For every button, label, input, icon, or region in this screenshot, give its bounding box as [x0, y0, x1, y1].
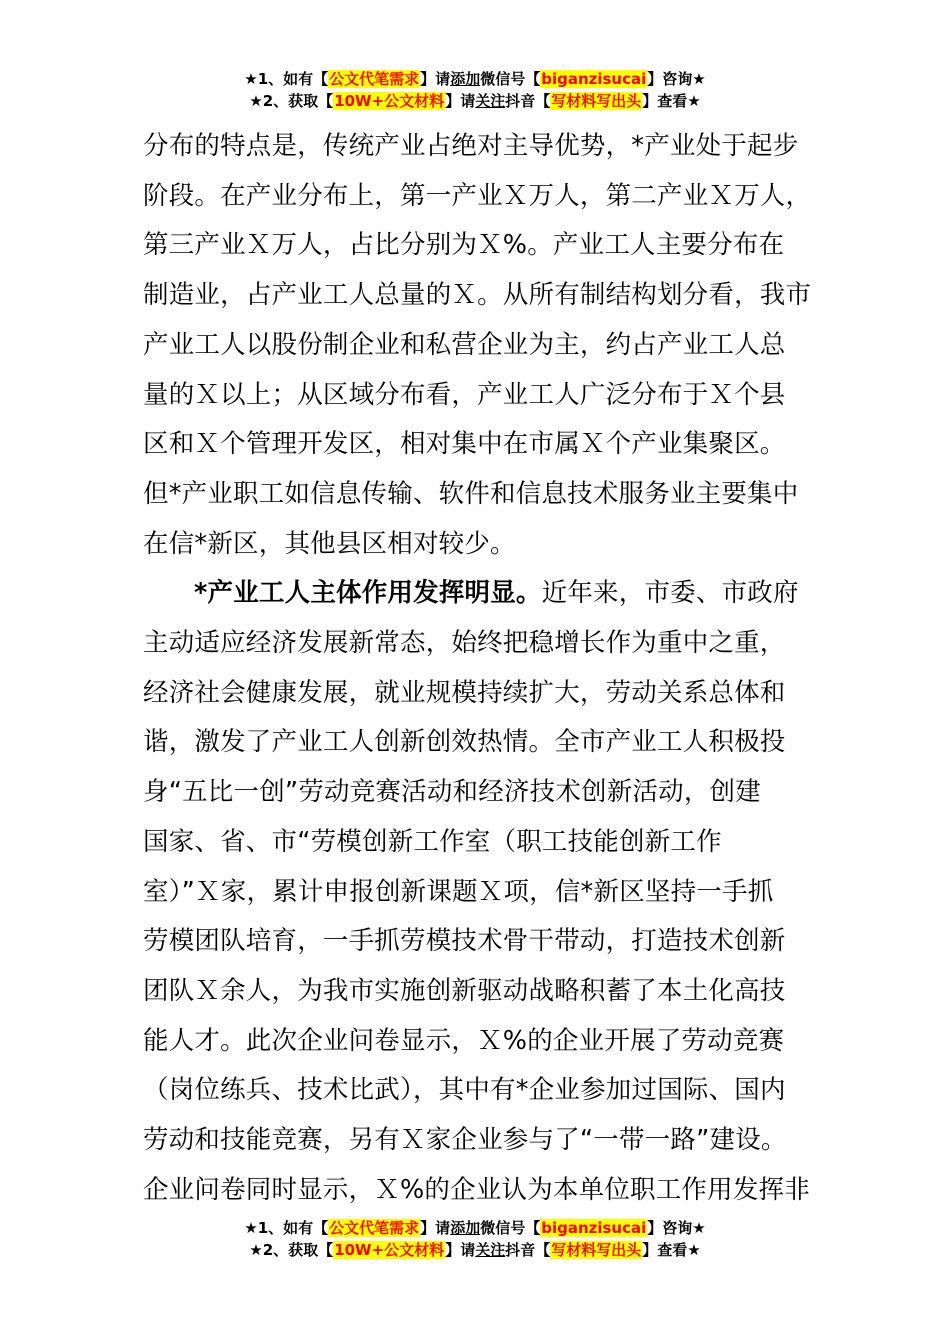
banner-highlight: 10W+公文材料	[334, 92, 445, 110]
text-line: 但*产业职工如信息传输、软件和信息技术服务业主要集中	[143, 478, 799, 509]
banner-highlight: 10W+公文材料	[334, 1241, 445, 1259]
paragraph-1	[143, 122, 812, 569]
banner-text: 】咨询★	[647, 1219, 706, 1237]
text-line: 室）”Ｘ家，累计申报创新课题Ｘ项，信*新区坚持一手抓	[143, 876, 774, 907]
banner-text: 微信号【	[480, 1219, 541, 1237]
banner-line-2	[0, 1239, 950, 1261]
text-line: 量的Ｘ以上；从区域分布看，产业工人广泛分布于Ｘ个县	[143, 379, 786, 410]
banner-wechat-id: biganzisucai	[541, 1219, 647, 1237]
banner-text: ★1、如有【	[244, 1219, 329, 1237]
header-banner	[0, 68, 950, 112]
text-line: 产业工人以股份制企业和私营企业为主，约占产业工人总	[143, 329, 786, 360]
text-line: 区和Ｘ个管理开发区，相对集中在市属Ｘ个产业集聚区。	[143, 429, 786, 460]
text-line: 企业问卷同时显示，Ｘ%的企业认为本单位职工作用发挥非	[143, 1174, 810, 1205]
banner-text: 】请	[445, 1241, 476, 1259]
banner-text: 】请	[445, 92, 476, 110]
banner-text: 】请	[420, 1219, 451, 1237]
banner-douyin-id: 写材料写出头	[551, 1241, 642, 1259]
text-line: 劳模团队培育，一手抓劳模技术骨干带动，打造技术创新	[143, 926, 786, 957]
banner-underlined: 关注	[475, 1241, 506, 1259]
banner-underlined: 关注	[475, 92, 506, 110]
text-line: 劳动和技能竞赛，另有Ｘ家企业参与了“一带一路”建设。	[143, 1125, 787, 1156]
text-line: 阶段。在产业分布上，第一产业Ｘ万人，第二产业Ｘ万人，	[143, 180, 812, 211]
text-line: 经济社会健康发展，就业规模持续扩大，劳动关系总体和	[143, 677, 786, 708]
banner-text: 微信号【	[480, 70, 541, 88]
text-line: 团队Ｘ余人，为我市实施创新驱动战略积蓄了本土化高技	[143, 975, 786, 1006]
banner-wechat-id: biganzisucai	[541, 70, 647, 88]
text-line: 国家、省、市“劳模创新工作室（职工技能创新工作	[143, 826, 722, 857]
paragraph-text: 近年来，市委、市政府	[541, 578, 799, 609]
text-line: 谐，激发了产业工人创新创效热情。全市产业工人积极投	[143, 727, 786, 758]
text-line: 能人才。此次企业问卷显示，Ｘ%的企业开展了劳动竞赛	[143, 1025, 785, 1056]
text-line: 主动适应经济发展新常态，始终把稳增长作为重中之重，	[143, 628, 786, 659]
banner-text: 】查看★	[642, 1241, 701, 1259]
banner-underlined: 添加	[450, 70, 481, 88]
banner-line-1	[0, 1217, 950, 1239]
banner-underlined: 添加	[450, 1219, 481, 1237]
text-line: 在信*新区，其他县区相对较少。	[143, 528, 516, 559]
banner-text: 抖音【	[505, 92, 551, 110]
text-line: 制造业，占产业工人总量的Ｘ。从所有制结构划分看，我市	[143, 280, 812, 311]
text-line: 分布的特点是，传统产业占绝对主导优势，*产业处于起步	[143, 131, 799, 161]
banner-text: 】咨询★	[647, 70, 706, 88]
banner-line-2	[0, 90, 950, 112]
paragraph-2	[143, 569, 810, 1215]
banner-text: 抖音【	[505, 1241, 551, 1259]
text-line	[143, 569, 807, 619]
document-body	[143, 122, 812, 1215]
paragraph-heading: *产业工人主体作用发挥明显。	[194, 578, 542, 609]
text-line: 第三产业Ｘ万人，占比分别为Ｘ%。产业工人主要分布在	[143, 230, 785, 261]
banner-douyin-id: 写材料写出头	[551, 92, 642, 110]
footer-banner	[0, 1217, 950, 1261]
banner-text: ★2、获取【	[249, 1241, 334, 1259]
banner-highlight: 公文代笔需求	[329, 1219, 420, 1237]
text-line: （岗位练兵、技术比武），其中有*企业参加过国际、国内	[143, 1075, 786, 1106]
banner-text: ★2、获取【	[249, 92, 334, 110]
text-line: 身“五比一创”劳动竞赛活动和经济技术创新活动，创建	[143, 777, 761, 808]
banner-line-1	[0, 68, 950, 90]
banner-text: ★1、如有【	[244, 70, 329, 88]
banner-text: 】查看★	[642, 92, 701, 110]
banner-highlight: 公文代笔需求	[329, 70, 420, 88]
banner-text: 】请	[420, 70, 451, 88]
